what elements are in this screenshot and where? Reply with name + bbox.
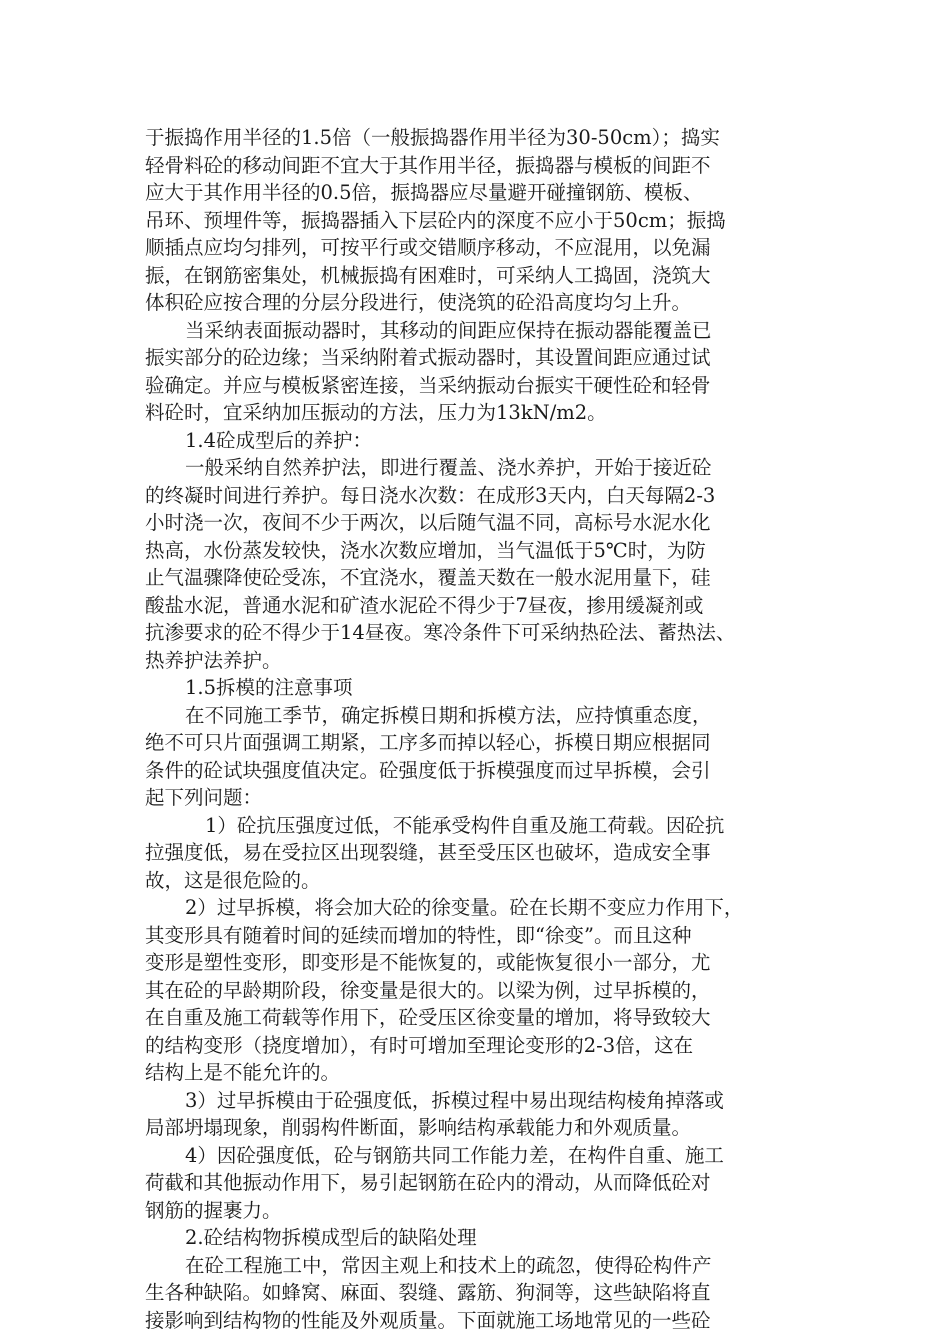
text-line: 4）因砼强度低，砼与钢筋共同工作能力差，在构件自重、施工 xyxy=(185,1143,724,1167)
text-line: 的终凝时间进行养护。每日浇水次数：在成形3天内，白天每隔2-3 xyxy=(145,483,716,507)
text-line: 结构上是不能允许的。 xyxy=(145,1061,341,1084)
text-line: 变形是塑性变形，即变形是不能恢复的，或能恢复很小一部分，尤 xyxy=(145,951,711,974)
text-line: 当采纳表面振动器时，其移动的间距应保持在振动器能覆盖已 xyxy=(185,318,712,342)
text-line: 拉强度低，易在受拉区出现裂缝，甚至受压区也破坏，造成安全事 xyxy=(145,841,711,864)
text-line: 止气温骤降使砼受冻，不宜浇水，覆盖天数在一般水泥用量下，硅 xyxy=(145,566,711,589)
text-line: 轻骨料砼的移动间距不宜大于其作用半径，振捣器与模板的间距不 xyxy=(145,153,711,177)
text-line: 荷截和其他振动作用下，易引起钢筋在砼内的滑动，从而降低砼对 xyxy=(145,1171,711,1194)
text-line: 其变形具有随着时间的延续而增加的特性，即“徐变”。而且这种 xyxy=(145,923,692,947)
text-line: 振实部分的砼边缘；当采纳附着式振动器时，其设置间距应通过试 xyxy=(145,346,711,369)
text-line: 条件的砼试块强度值决定。砼强度低于拆模强度而过早拆模，会引 xyxy=(145,758,711,782)
text-line: 酸盐水泥，普通水泥和矿渣水泥砼不得少于7昼夜，掺用缓凝剂或 xyxy=(145,593,704,617)
text-line: 生各种缺陷。如蜂窝、麻面、裂缝、露筋、狗洞等，这些缺陷将直 xyxy=(145,1281,711,1304)
text-line: 故，这是很危险的。 xyxy=(145,868,321,892)
text-line: 1.4砼成型后的养护： xyxy=(185,428,373,452)
text-line: 热养护法养护。 xyxy=(145,648,282,672)
document-body-text xyxy=(145,124,817,1334)
text-line: 1）砼抗压强度过低，不能承受构件自重及施工荷载。因砼抗 xyxy=(205,813,725,837)
text-line: 小时浇一次，夜间不少于两次，以后随气温不同，高标号水泥水化 xyxy=(145,511,711,534)
text-line: 其在砼的早龄期阶段，徐变量是很大的。以梁为例，过早拆模的， xyxy=(145,978,711,1002)
text-line: 验确定。并应与模板紧密连接，当采纳振动台振实干硬性砼和轻骨 xyxy=(145,373,711,397)
text-line: 在不同施工季节，确定拆模日期和拆模方法，应持慎重态度， xyxy=(185,703,712,727)
text-line: 于振捣作用半径的1.5倍（一般振捣器作用半径为30-50cm）；捣实 xyxy=(145,126,720,149)
text-line: 2.砼结构物拆模成型后的缺陷处理 xyxy=(185,1226,477,1249)
text-line: 局部坍塌现象，削弱构件断面，影响结构承载能力和外观质量。 xyxy=(145,1116,692,1139)
text-line: 的结构变形（挠度增加），有时可增加至理论变形的2-3倍，这在 xyxy=(145,1033,694,1057)
text-line: 一般采纳自然养护法，即进行覆盖、浇水养护，开始于接近砼 xyxy=(185,456,712,479)
text-line: 起下列问题： xyxy=(145,786,263,809)
text-line: 1.5拆模的注意事项 xyxy=(185,676,353,699)
text-line: 2）过早拆模，将会加大砼的徐变量。砼在长期不变应力作用下， xyxy=(185,896,744,919)
text-line: 在砼工程施工中，常因主观上和技术上的疏忽，使得砼构件产 xyxy=(185,1253,712,1277)
text-line: 钢筋的握裹力。 xyxy=(145,1198,282,1222)
text-line: 振，在钢筋密集处，机械振捣有困难时，可采纳人工捣固，浇筑大 xyxy=(145,263,711,287)
text-line: 绝不可只片面强调工期紧，工序多而掉以轻心，拆模日期应根据同 xyxy=(145,731,711,754)
text-line: 体积砼应按合理的分层分段进行，使浇筑的砼沿高度均匀上升。 xyxy=(145,291,692,314)
text-line: 抗渗要求的砼不得少于14昼夜。寒冷条件下可采纳热砼法、蓄热法、 xyxy=(145,621,736,644)
text-line: 料砼时，宜采纳加压振动的方法，压力为13kN/m2。 xyxy=(145,401,607,424)
text-line: 在自重及施工荷载等作用下，砼受压区徐变量的增加，将导致较大 xyxy=(145,1006,711,1029)
text-line: 吊环、预埋件等，振捣器插入下层砼内的深度不应小于50cm；振捣 xyxy=(145,208,726,232)
text-line: 3）过早拆模由于砼强度低，拆模过程中易出现结构棱角掉落或 xyxy=(185,1088,724,1112)
text-line: 接影响到结构物的性能及外观质量。下面就施工场地常见的一些砼 xyxy=(145,1308,711,1332)
text-line: 热高，水份蒸发较快，浇水次数应增加，当气温低于5℃时，为防 xyxy=(145,538,706,562)
text-line: 顺插点应均匀排列，可按平行或交错顺序移动，不应混用，以免漏 xyxy=(145,236,711,259)
text-line: 应大于其作用半径的0.5倍，振捣器应尽量避开碰撞钢筋、模板、 xyxy=(145,181,703,204)
